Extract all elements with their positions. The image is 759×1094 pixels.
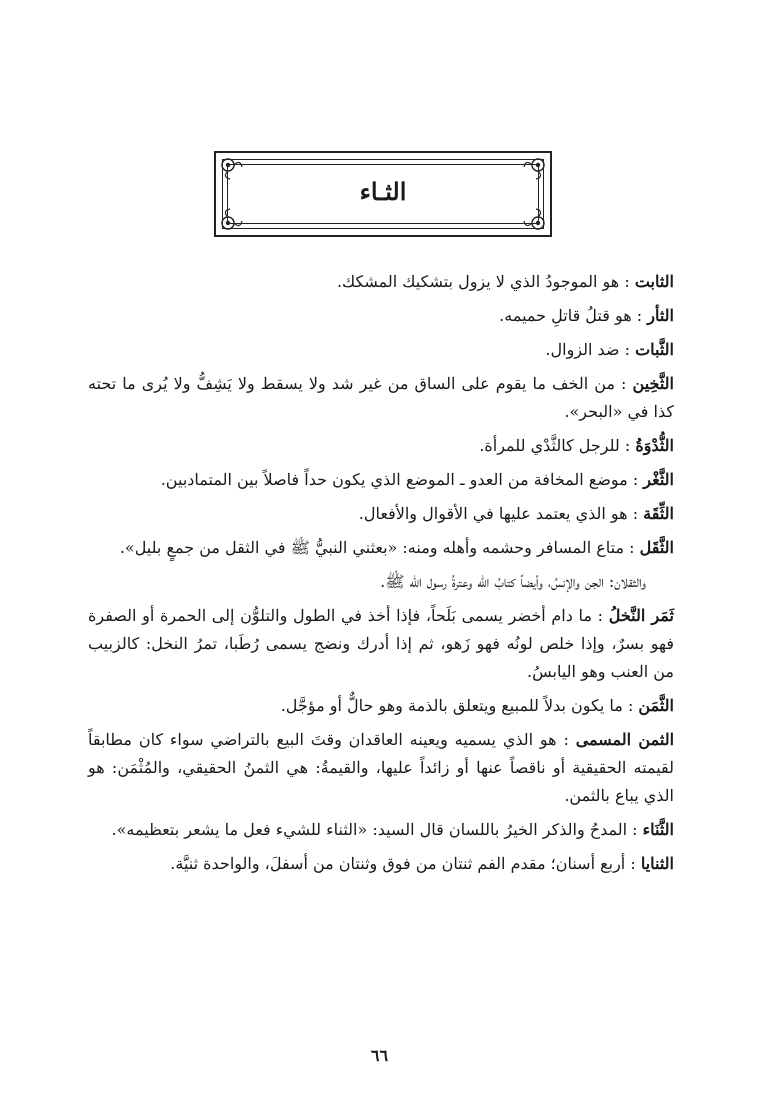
definition-term: الثأر [647,306,674,325]
definition-subentry [88,568,674,596]
definitions-list [88,268,674,884]
term-separator: : [624,538,640,557]
definition-entry [88,602,674,686]
term-separator: : [627,820,643,839]
chapter-header-frame [214,151,552,237]
definition-text: موضع المخافة من العدو ـ الموضع الذي يكون حداً فاصلاً بين المتمادبين. [160,470,628,489]
definition-entry [88,466,674,494]
term-separator: : [591,606,609,625]
definition-term: الثَّبات [635,340,674,359]
term-separator: : [619,272,635,291]
ornament-corner-icon [218,207,244,233]
definition-term: الثَّنَاء [642,820,674,839]
definition-term: الثابت [634,272,674,291]
definition-entry [88,816,674,844]
definition-text: هو الذي يسميه ويعينه العاقدان وقتَ البيع بالتراضي سواء كان مطابقاً لقيمته الحقيقية أو ناقصاً عنها أو زائداً عليها، والقيمةُ: هي الثمنُ الحقيقي، والمُثْمَن: هو الذي يباع بالثمن. [88,730,674,805]
definition-term: الثَّقَل [639,538,674,557]
definition-term: الثنايا [640,854,674,873]
definition-entry [88,726,674,810]
ornament-corner-icon [522,207,548,233]
definition-entry [88,850,674,878]
definition-text: ضد الزوال. [545,340,620,359]
definition-entry [88,500,674,528]
term-separator: : [625,854,641,873]
definition-entry [88,302,674,330]
definition-term: الثَّخِين [632,374,674,393]
term-separator: : [627,470,644,489]
definition-term: الثُّدْوَةُ [635,436,674,455]
definition-entry [88,370,674,426]
definition-text: متاع المسافر وحشمه وأهله ومنه: «بعثني النبيُّ ﷺ في الثقل من جمعٍ بليل». [119,538,625,557]
term-separator: : [631,306,648,325]
term-separator: : [619,436,636,455]
definition-text: للرجل كالثَّدْي للمرأة. [479,436,620,455]
term-separator: : [615,374,633,393]
definition-text: من الخف ما يقوم على الساق من غير شد ولا يسقط ولا يَشِفُّ ولا يُرى ما تحته كذا في «البحر». [88,374,674,421]
definition-text: والثقلان: الجن والإنسُ، وأيضاً كتابُ الله وعترةُ رسول الله ﷺ. [380,572,646,591]
definition-text: ما دام أخضر يسمى بَلَحاً، فإذا أخذ في الطول والتلوُّن إلى الحمرة أو الصفرة فهو بسرٌ، وإذا خلص لونُه فهو زَهو، ثم إذا أدرك ونضج يسمى رُطَبا، تمرُ النخل: كالزبيب من العنب وهو اليابسُ. [88,606,674,681]
definition-text: هو قتلُ قاتلِ حميمه. [499,306,632,325]
definition-term: الثَّمَن [638,696,674,715]
definition-term: الثِّقَة [643,504,674,523]
term-separator: : [627,504,644,523]
definition-text: هو الموجودُ الذي لا يزول بتشكيك المشكك. [336,272,620,291]
definition-entry [88,268,674,296]
chapter-title: الثـاء [359,177,407,206]
definition-term: الثَّغْر [643,470,674,489]
definition-text: ما يكون بدلاً للمبيع ويتعلق بالذمة وهو حالٌّ أو مؤجَّل. [280,696,623,715]
definition-term: ثَمَر النَّخلُ [608,606,675,625]
definition-term: الثمن المسمى [575,730,675,749]
term-separator: : [556,730,576,749]
page-number: ٦٦ [370,1046,389,1065]
definition-text: المدحُ والذكر الخيرُ باللسان قال السيد: «الثناء للشيء فعل ما يشعر بتعظيمه». [111,820,628,839]
term-separator: : [622,696,639,715]
definition-text: أربع أسنان؛ مقدم الفم ثنتان من فوق وثنتان من أسفلَ، والواحدة ثنيَّة. [170,854,626,873]
definition-entry [88,692,674,720]
definition-entry [88,432,674,460]
definition-entry [88,336,674,364]
term-separator: : [619,340,636,359]
definition-text: هو الذي يعتمد عليها في الأقوال والأفعال. [358,504,628,523]
definition-entry [88,534,674,562]
